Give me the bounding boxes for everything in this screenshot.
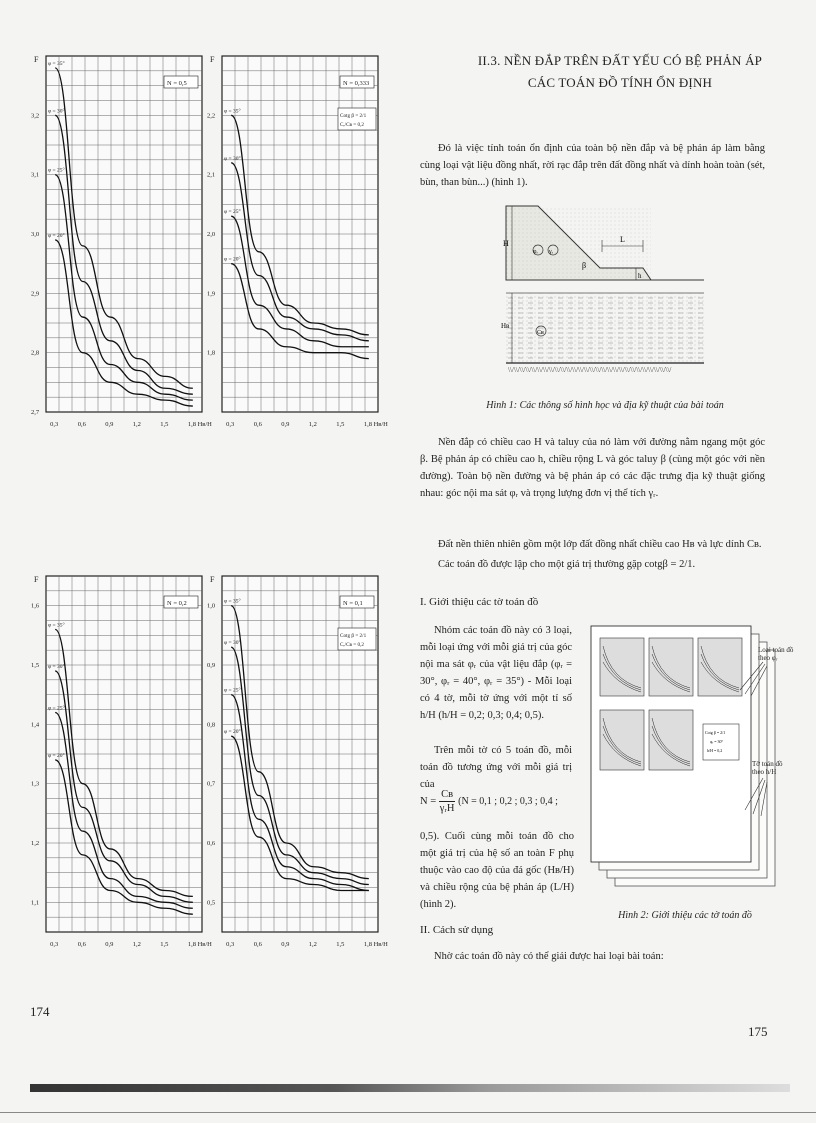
n-value-label: N = 0,2 xyxy=(167,600,187,607)
label-L: L xyxy=(620,235,625,244)
n-value-label: N = 0,1 xyxy=(343,600,363,607)
y-tick-label: 0,5 xyxy=(207,899,216,907)
scan-edge-line xyxy=(0,1112,816,1113)
mini-chart xyxy=(649,638,693,696)
paragraph-groups: Nhóm các toán đồ này có 3 loại, mỗi loại ứng với mỗi giá trị của góc nội ma sát φᵣ của vật liệu đắp (φᵣ = 30°, φᵣ = 40°, φᵣ = 35°) - Mỗi loại có 4 tờ, mỗi tờ ứng với một tỉ số h/H (h/H = 0,2; 0,3; 0,4; 0,5). xyxy=(420,625,572,721)
figure1-caption: Hình 1: Các thông số hình học và địa kỹ thuật của bài toán xyxy=(486,400,724,411)
n-value-label: N = 0,5 xyxy=(167,80,187,87)
phi-label: φ = 20° xyxy=(48,752,65,759)
phi-label: φ = 30° xyxy=(48,663,65,670)
chart-info-text: Cotg β = 2/1 xyxy=(340,113,367,119)
phi-label: φ = 30° xyxy=(48,108,65,115)
n-value-label: N = 0,333 xyxy=(343,80,370,87)
label-hb: Hʙ xyxy=(501,322,510,330)
y-tick-label: 1,9 xyxy=(207,290,216,298)
title-line-1: II.3. NỀN ĐẮP TRÊN ĐẤT YẾU CÓ BỆ PHẢN ÁP xyxy=(477,53,763,68)
formula-lhs: N = xyxy=(420,796,437,807)
phi-label: φ = 20° xyxy=(224,256,241,263)
nomogram-chart xyxy=(206,568,388,958)
x-tick-label: 1,5 xyxy=(336,941,345,948)
thumb-info-1: Cotg β = 2/1 xyxy=(705,730,726,735)
section-usage: II. Cách sử dụng xyxy=(420,924,494,936)
figure2-caption: Hình 2: Giới thiệu các tờ toán đồ xyxy=(618,910,752,921)
label-gamma: γᵣ xyxy=(549,249,554,255)
phi-label: φ = 25° xyxy=(224,209,241,216)
chart-info-text: Cᵣ/Cʙ = 0,2 xyxy=(340,642,365,648)
y-axis-letter: F xyxy=(210,575,215,584)
phi-label: φ = 25° xyxy=(48,705,65,712)
x-tick-label: 1,2 xyxy=(308,941,317,948)
y-tick-label: 2,1 xyxy=(207,171,216,179)
section-title xyxy=(440,50,800,94)
formula-denominator: γᵣH xyxy=(439,803,455,814)
scan-shadow-strip xyxy=(30,1084,790,1092)
y-axis-letter: F xyxy=(34,55,39,64)
phi-label: φ = 25° xyxy=(224,687,241,694)
y-tick-label: 1,4 xyxy=(31,721,40,729)
y-tick-label: 2,9 xyxy=(31,290,40,298)
y-tick-label: 1,2 xyxy=(31,840,40,847)
chart-info-text: Cotg β = 2/1 xyxy=(340,633,367,639)
paragraph-usage: Nhờ các toán đồ này có thể giải được hai loại bài toán: xyxy=(434,951,664,962)
x-tick-label: 1,2 xyxy=(132,941,141,948)
x-tick-label: 1,8 Hʙ/H xyxy=(363,941,388,948)
formula-numerator: Cʙ xyxy=(441,789,454,800)
y-tick-label: 0,9 xyxy=(207,662,216,669)
y-tick-label: 2,2 xyxy=(207,112,216,120)
y-tick-label: 1,1 xyxy=(31,899,40,907)
label-sheet-by-ratio: Tờ toán đồ theo h/H xyxy=(752,760,783,776)
phi-label: φ = 25° xyxy=(48,167,65,174)
x-tick-label: 1,5 xyxy=(160,941,169,948)
n-formula xyxy=(420,788,576,815)
x-tick-label: 1,8 Hʙ/H xyxy=(187,421,212,428)
thumb-info-2: φᵣ = 30° xyxy=(710,739,724,744)
y-tick-label: 1,0 xyxy=(207,602,216,610)
x-tick-label: 1,2 xyxy=(308,421,317,428)
y-tick-label: 1,3 xyxy=(31,780,40,788)
title-line-2: CÁC TOÁN ĐỒ TÍNH ỔN ĐỊNH xyxy=(527,75,713,90)
y-tick-label: 3,2 xyxy=(31,112,40,120)
paragraph-cotg: Các toán đồ được lập cho một giá trị thường gặp cotgβ = 2/1. xyxy=(438,559,696,570)
thumb-info-3: h/H = 0,2 xyxy=(707,748,723,753)
y-axis-letter: F xyxy=(210,55,215,64)
y-tick-label: 2,0 xyxy=(207,231,216,238)
x-tick-label: 1,2 xyxy=(132,421,141,428)
x-tick-label: 1,8 Hʙ/H xyxy=(363,421,388,428)
x-tick-label: 0,9 xyxy=(105,421,114,428)
nomogram-chart xyxy=(206,48,388,438)
svg-text:\\/\\/\\/\\/\\/\\/\\/\\/\\/\\/: \\/\\/\\/\\/\\/\\/\\/\\/\\/\\/\\/\\/\\/\\/\\/\\/\\/\\/\\/\\/\\/\\/\\/\\/\\/\\/\\/\\/ xyxy=(508,366,672,374)
label-beta: β xyxy=(582,261,587,270)
y-tick-label: 1,6 xyxy=(31,602,40,610)
y-tick-label: 0,8 xyxy=(207,721,216,729)
x-tick-label: 0,6 xyxy=(253,941,262,948)
x-tick-label: 1,8 Hʙ/H xyxy=(187,941,212,948)
label-H: H xyxy=(503,239,509,248)
paragraph-embankment: Nền đắp có chiều cao H và taluy của nó làm với đường nằm ngang một góc β. Bệ phản áp có chiều cao h, chiều rộng L và góc taluy β (cùng một góc với nền đường). Toàn bộ nền đường và bệ phản áp có các đặc trưng địa kỹ thuật giống nhau: góc nội ma sát φᵣ và trọng lượng đơn vị thể tích γᵣ. xyxy=(420,437,765,499)
page-number-left: 174 xyxy=(30,1004,50,1019)
y-tick-label: 0,7 xyxy=(207,780,216,788)
chart-info-text: Cᵣ/Cʙ = 0,2 xyxy=(340,122,365,128)
phi-label: φ = 35° xyxy=(48,622,65,629)
formula-fraction xyxy=(439,788,455,815)
x-tick-label: 1,5 xyxy=(160,421,169,428)
x-tick-label: 0,3 xyxy=(50,421,59,428)
phi-label: φ = 30° xyxy=(224,640,241,647)
y-tick-label: 0,6 xyxy=(207,840,216,847)
y-tick-label: 2,8 xyxy=(31,349,40,357)
y-tick-label: 1,8 xyxy=(207,349,216,357)
label-phi: φᵣ xyxy=(533,249,538,255)
mini-chart xyxy=(649,710,693,770)
paragraph-soil: Đất nền thiên nhiên gồm một lớp đất đồng nhất chiều cao Hʙ và lực dính Cʙ. xyxy=(438,539,762,550)
label-h: h xyxy=(638,272,642,280)
y-axis-letter: F xyxy=(34,575,39,584)
x-tick-label: 0,3 xyxy=(226,421,235,428)
x-tick-label: 0,6 xyxy=(253,421,262,428)
phi-label: φ = 35° xyxy=(224,598,241,605)
x-tick-label: 0,9 xyxy=(281,421,290,428)
x-tick-label: 0,9 xyxy=(105,941,114,948)
phi-label: φ = 35° xyxy=(224,108,241,115)
x-tick-label: 0,3 xyxy=(226,941,235,948)
paragraph-safety-factor: 0,5). Cuối cùng mỗi toán đồ cho một giá trị của hệ số an toàn F phụ thuộc vào cao độ của đá gốc (Hʙ/H) và chiều rộng của bệ phản áp (L/H) (hình 2). xyxy=(420,831,574,910)
mini-chart xyxy=(600,710,644,770)
y-tick-label: 2,7 xyxy=(31,409,40,416)
mini-chart xyxy=(600,638,644,696)
y-tick-label: 3,0 xyxy=(31,231,40,238)
intro-paragraph: Đó là việc tính toán ổn định của toàn bộ nền đắp và bệ phản áp làm bằng cùng loại vật liệu đồng nhất, rời rạc đắp trên đất đồng nhất và dính hoàn toàn (sét, bùn, than bùn...) (hình 1). xyxy=(420,143,765,188)
page-number-right: 175 xyxy=(748,1024,768,1039)
phi-label: φ = 35° xyxy=(48,60,65,67)
x-tick-label: 0,9 xyxy=(281,941,290,948)
phi-label: φ = 30° xyxy=(224,155,241,162)
x-tick-label: 0,6 xyxy=(77,421,86,428)
formula-rest: (N = 0,1 ; 0,2 ; 0,3 ; 0,4 ; xyxy=(458,796,558,807)
phi-label: φ = 20° xyxy=(224,729,241,736)
label-cb: Cʙ xyxy=(537,330,544,336)
mini-chart xyxy=(698,638,742,696)
x-tick-label: 0,6 xyxy=(77,941,86,948)
section-introduction: I. Giới thiệu các tờ toán đồ xyxy=(420,596,539,608)
embankment-diagram xyxy=(498,196,708,380)
x-tick-label: 0,3 xyxy=(50,941,59,948)
y-tick-label: 3,1 xyxy=(31,171,40,179)
x-tick-label: 1,5 xyxy=(336,421,345,428)
phi-label: φ = 20° xyxy=(48,232,65,239)
label-type-by-phi: Loại toán đồ theo φᵣ xyxy=(758,646,794,662)
paragraph-charts-per-sheet: Trên mỗi tờ có 5 toán đồ, mỗi toán đồ tương ứng với mỗi giá trị của xyxy=(420,745,572,790)
y-tick-label: 1,5 xyxy=(31,662,40,669)
